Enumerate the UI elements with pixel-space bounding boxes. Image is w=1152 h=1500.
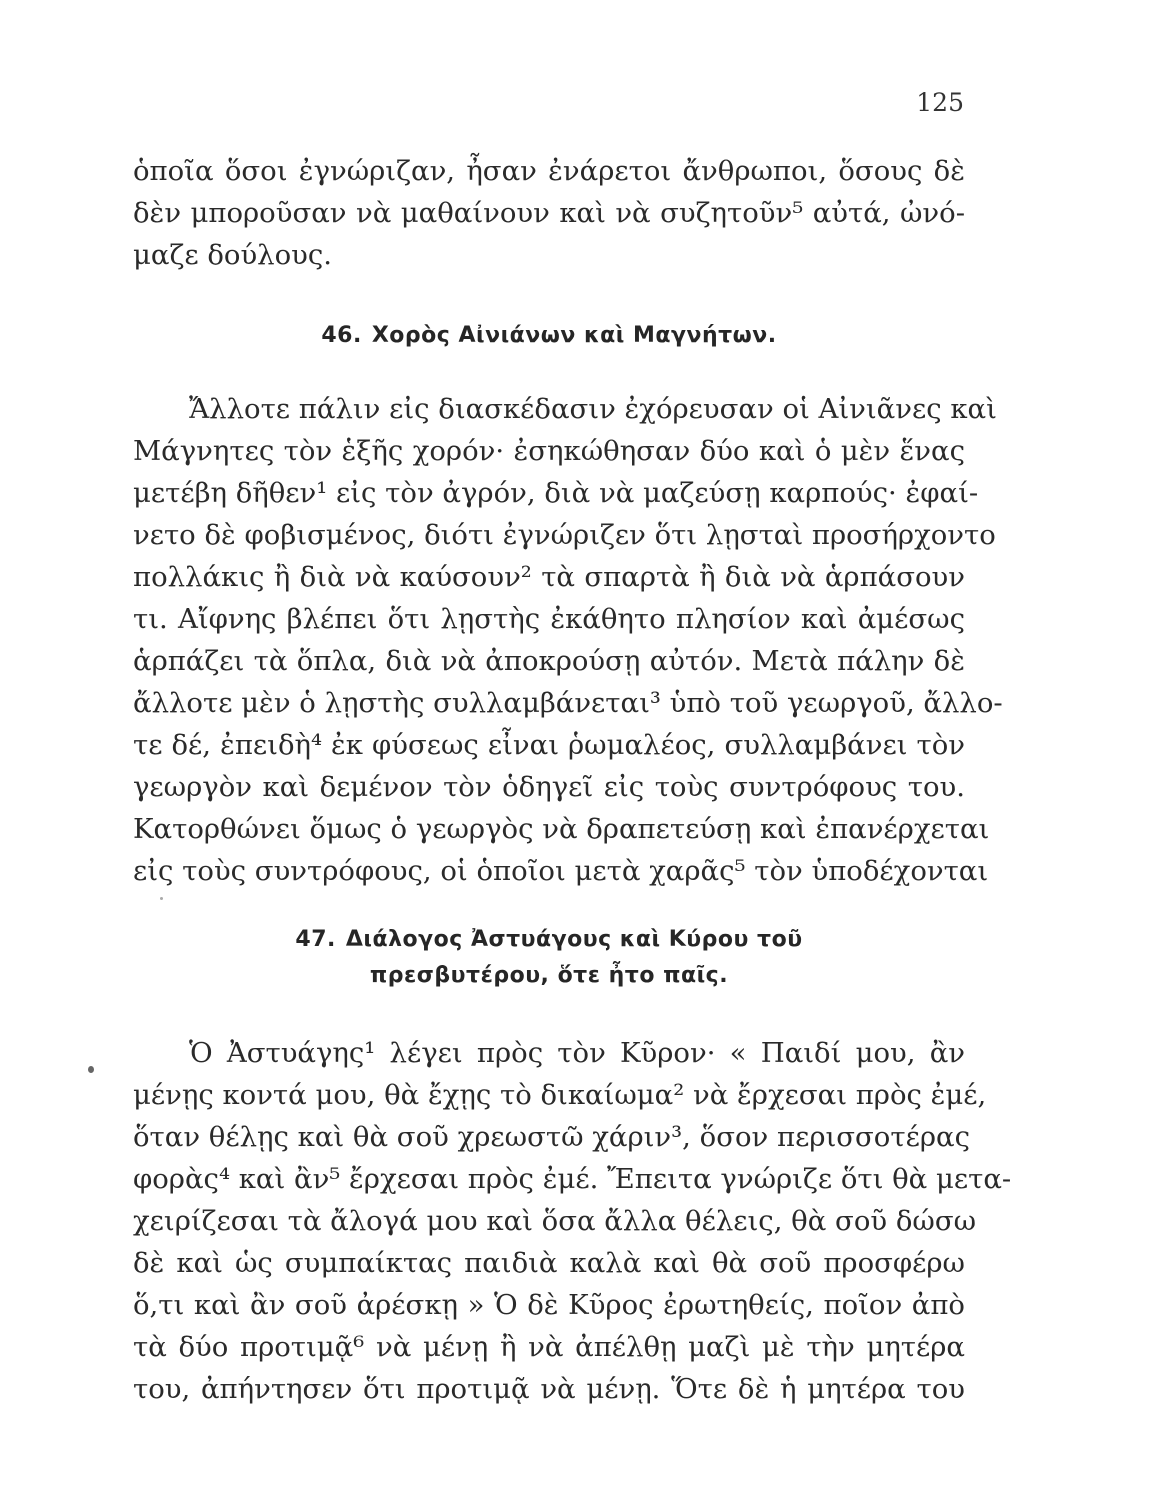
section-number: 47. — [295, 927, 336, 952]
text-line: μένῃς κοντά μου, θὰ ἔχῃς τὸ δικαίωμα² νὰ ἔρχεσαι πρὸς ἐμέ, — [133, 1079, 987, 1111]
text-line: Ὁ Ἀστυάγης¹ λέγει πρὸς τὸν Κῦρον· « Παιδί μου, ἂν — [189, 1037, 965, 1069]
section-number: 46. — [321, 323, 362, 348]
text-line: φορὰς⁴ καὶ ἂν⁵ ἔρχεσαι πρὸς ἐμέ. Ἔπειτα γνώριζε ὅτι θὰ μετα- — [133, 1163, 1012, 1195]
text-line: εἰς τοὺς συντρόφους, οἱ ὁποῖοι μετὰ χαρᾶς⁵ τὸν ὑποδέχονται — [133, 855, 989, 887]
text-line: του, ἀπήντησεν ὅτι προτιμᾷ νὰ μένῃ. Ὅτε δὲ ἡ μητέρα του — [133, 1373, 965, 1405]
heading-line — [133, 922, 965, 958]
page-number: 125 — [916, 88, 964, 117]
text-line: δὲν μποροῦσαν νὰ μαθαίνουν καὶ νὰ συζητοῦν⁵ αὐτά, ὠνό- — [133, 197, 965, 229]
text-line: νετο δὲ φοβισμένος, διότι ἐγνώριζεν ὅτι λῃσταὶ προσήρχοντο — [133, 519, 996, 551]
section-47-paragraph — [133, 1032, 1012, 1410]
section-title-line-2: πρεσβυτέρου, ὅτε ἦτο παῖς. — [369, 963, 729, 988]
text-line: Μάγνητες τὸν ἑξῆς χορόν· ἐσηκώθησαν δύο καὶ ὁ μὲν ἕνας — [133, 435, 965, 467]
section-46-heading — [133, 318, 965, 354]
text-line: μαζε δούλους. — [133, 239, 333, 271]
text-line: μετέβη δῆθεν¹ εἰς τὸν ἀγρόν, διὰ νὰ μαζεύσῃ καρπούς· ἐφαί- — [133, 477, 979, 509]
section-47-heading — [133, 922, 965, 994]
text-line: Ἄλλοτε πάλιν εἰς διασκέδασιν ἐχόρευσαν οἱ Αἰνιᾶνες καὶ — [189, 393, 997, 425]
text-line: τὰ δύο προτιμᾷ⁶ νὰ μένῃ ἢ νὰ ἀπέλθῃ μαζὶ μὲ τὴν μητέρα — [133, 1331, 965, 1363]
text-line: τι. Αἴφνης βλέπει ὅτι λῃστὴς ἐκάθητο πλησίον καὶ ἀμέσως — [133, 603, 965, 635]
section-46-paragraph — [133, 388, 1003, 892]
text-line: γεωργὸν καὶ δεμένον τὸν ὁδηγεῖ εἰς τοὺς συντρόφους του. — [133, 771, 965, 803]
section-title: Χορὸς Αἰνιάνων καὶ Μαγνήτων. — [371, 323, 777, 348]
text-line: χειρίζεσαι τὰ ἄλογά μου καὶ ὅσα ἄλλα θέλεις, θὰ σοῦ δώσω — [133, 1205, 977, 1237]
text-line: ὅ,τι καὶ ἂν σοῦ ἀρέσκῃ » Ὁ δὲ Κῦρος ἐρωτηθείς, ποῖον ἀπὸ — [133, 1289, 965, 1321]
heading-line — [133, 318, 965, 354]
text-line: ἁρπάζει τὰ ὅπλα, διὰ νὰ ἀποκρούσῃ αὐτόν. Μετὰ πάλην δὲ — [133, 645, 965, 677]
section-title-line-1: Διάλογος Ἀστυάγους καὶ Κύρου τοῦ — [345, 927, 803, 952]
text-line: πολλάκις ἢ διὰ νὰ καύσουν² τὰ σπαρτὰ ἢ διὰ νὰ ἁρπάσουν — [133, 561, 965, 593]
text-line: τε δέ, ἐπειδὴ⁴ ἐκ φύσεως εἶναι ῥωμαλέος, συλλαμβάνει τὸν — [133, 729, 965, 761]
scan-speck — [160, 897, 163, 900]
intro-paragraph — [133, 150, 965, 276]
scan-speck — [88, 1066, 94, 1073]
text-line: ὅταν θέλῃς καὶ θὰ σοῦ χρεωστῶ χάριν³, ὅσον περισσοτέρας — [133, 1121, 970, 1153]
text-line: δὲ καὶ ὡς συμπαίκτας παιδιὰ καλὰ καὶ θὰ σοῦ προσφέρω — [133, 1247, 965, 1279]
text-line: Κατορθώνει ὅμως ὁ γεωργὸς νὰ δραπετεύσῃ καὶ ἐπανέρχεται — [133, 813, 990, 845]
text-line: ὁποῖα ὅσοι ἐγνώριζαν, ἦσαν ἐνάρετοι ἄνθρωποι, ὅσους δὲ — [133, 155, 965, 187]
text-line: ἄλλοτε μὲν ὁ λῃστὴς συλλαμβάνεται³ ὑπὸ τοῦ γεωργοῦ, ἄλλο- — [133, 687, 1003, 719]
